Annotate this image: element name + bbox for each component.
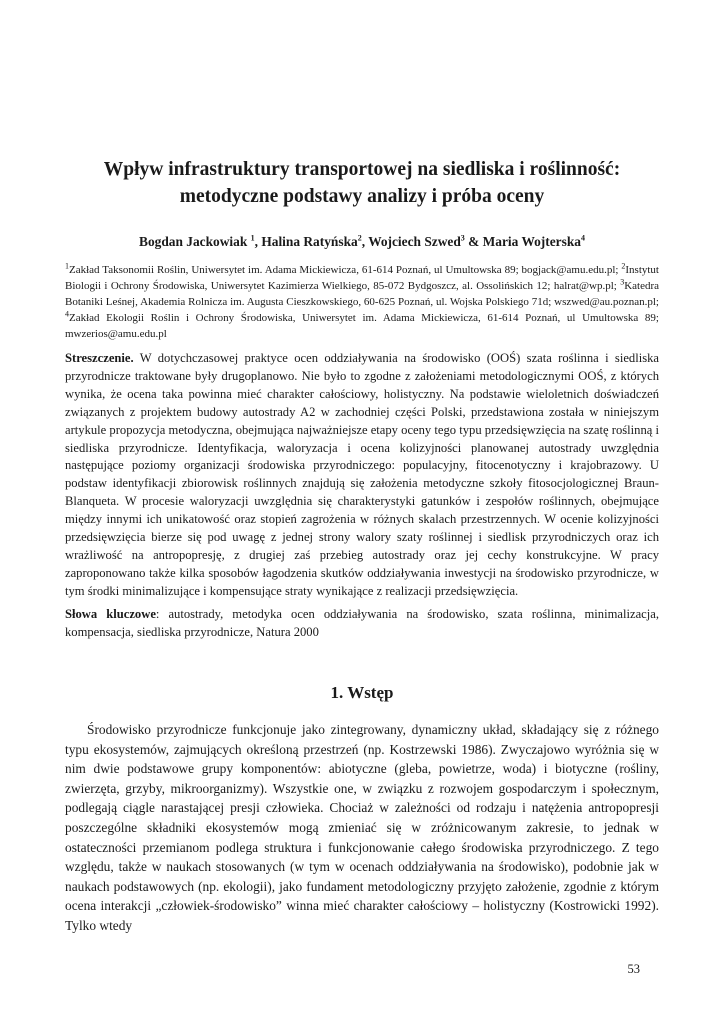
abstract-label: Streszczenie.	[65, 351, 134, 365]
keywords-label: Słowa kluczowe	[65, 607, 156, 621]
keywords-text: : autostrady, metodyka ocen oddziaływania na środowisko, szata roślinna, minimalizacja, kompensacja, siedliska przyrodnicze, Natura 2000	[65, 607, 659, 639]
author-name: Bogdan Jackowiak	[139, 234, 251, 249]
affiliation-text: Katedra Botaniki Leśnej, Akademia Rolnicza im. Augusta Cieszkowskiego, 60-625 Poznań, ul. Wojska Polskiego 71d; wszwed@au.poznan.pl;	[65, 280, 659, 308]
page-number: 53	[627, 962, 640, 976]
author-affiliation-mark: 3	[460, 233, 465, 243]
author-affiliation-mark: 2	[357, 233, 362, 243]
author-separator: ,	[254, 234, 262, 249]
abstract-text: W dotychczasowej praktyce ocen oddziaływania na środowisko (OOŚ) szata roślinna i siedliska przyrodnicze traktowane były drugoplanowo. Nie było to zgodne z założeniami metodologicznymi OOŚ, z których wynika, że ocena taka powinna mieć charakter całościowy, holistyczny. Na podstawie wieloletnich doświadczeń związanych z projektem budowy autostrady A2 w zachodniej części Polski, przedstawiona została w niniejszym artykule propozycja metodyczna, obejmująca najważniejsze etapy oceny tego typu przedsięwzięcia na szatę roślinną i siedliska przyrodnicze. Identyfikacja, waloryzacja i ocena kolizyjności planowanej autostrady uwzględnia następujące poziomy organizacji środowiska przyrodniczego: populacyjny, fitocenotyczny i krajobrazowy. U podstaw identyfikacji zbiorowisk roślinnych znajdują się założenia metodyczne szkoły fitosocjologicznej Braun-Blanqueta. W procesie waloryzacji uwzględnia się charakterystyki gatunków i zespołów roślinnych, obejmujące między innymi ich unikatowość oraz stopień zagrożenia w różnych skalach przestrzennych. W ocenie kolizyjności przedsięwzięcia bierze się pod uwagę z jednej strony walory szaty roślinnej i siedlisk przyrodniczych oraz ich wrażliwość na antropopresję, z drugiej zaś przebieg autostrady oraz jej cechy konstrukcyjne. W pracy zaproponowano także kilka sposobów łagodzenia skutków oddziaływania inwestycji na środowisko przyrodnicze, w tym środki minimalizujące i kompensujące straty wynikające z realizacji przedsięwzięcia.	[65, 351, 659, 598]
abstract	[65, 350, 659, 601]
author-affiliation-mark: 4	[580, 233, 585, 243]
title-line-2: metodyczne podstawy analizy i próba oceny	[179, 186, 545, 207]
affiliations	[65, 262, 659, 342]
author-separator: &	[464, 234, 483, 249]
article-title	[60, 156, 664, 210]
section-heading: 1. Wstęp	[330, 683, 394, 702]
author-name: Wojciech Szwed	[368, 234, 461, 249]
affiliation-mark: 4	[65, 309, 69, 319]
author-name: Maria Wojterska	[482, 234, 581, 249]
author-name: Halina Ratyńska	[261, 234, 358, 249]
author-separator: ,	[361, 234, 369, 249]
affiliation-text: Zakład Taksonomii Roślin, Uniwersytet im. Adama Mickiewicza, 61-614 Poznań, ul Umultowska 89; bogjack@amu.edu.pl;	[69, 264, 622, 276]
author-affiliation-mark: 1	[250, 233, 255, 243]
title-line-1: Wpływ infrastruktury transportowej na siedliska i roślinność:	[103, 159, 621, 180]
affiliation-text: Instytut Biologii i Ochrony Środowiska, Uniwersytet Kazimierza Wielkiego, 85-072 Bydgoszcz, al. Ossolińskich 12; halrat@wp.pl;	[65, 264, 659, 292]
affiliation-mark: 2	[621, 261, 626, 271]
affiliation-text: Zakład Ekologii Roślin i Ochrony Środowiska, Uniwersytet im. Adama Mickiewicza, 61-614 Poznań, ul Umultowska 89; mwzerios@amu.edu.pl	[65, 312, 659, 340]
affiliation-mark: 1	[65, 261, 69, 271]
body-paragraph: Środowisko przyrodnicze funkcjonuje jako zintegrowany, dynamiczny układ, składający się z różnego typu ekosystemów, zajmujących określoną przestrzeń (np. Kostrzewski 1986). Zwyczajowo wyróżnia się w nim dwie podstawowe grupy komponentów: abiotyczne (gleba, powietrze, woda) i biotyczne (rośliny, zwierzęta, grzyby, mikroorganizmy). Wszystkie one, w związku z rozwojem gospodarczym i społecznym, podlegają ciągle narastającej presji człowieka. Chociaż w zależności od rodzaju i natężenia antropopresji poszczególne składniki ekosystemów mogą zmieniać się w zróżnicowanym zakresie, to jednak w ostateczności przemianom podlega struktura i funkcjonowanie całego środowiska przyrodniczego. Z tego względu, także w naukach stosowanych (w tym w ocenach oddziaływania na środowisko), podobnie jak w naukach podstawowych (np. ekologii), jako fundament metodologiczny przyjęto założenie, zgodnie z którym ocena interakcji „człowiek-środowisko” winna mieć charakter całościowy – holistyczny (Kostrowicki 1992). Tylko wtedy	[65, 722, 659, 933]
affiliation-mark: 3	[620, 277, 625, 287]
keywords	[65, 606, 659, 642]
author-list	[60, 233, 664, 251]
